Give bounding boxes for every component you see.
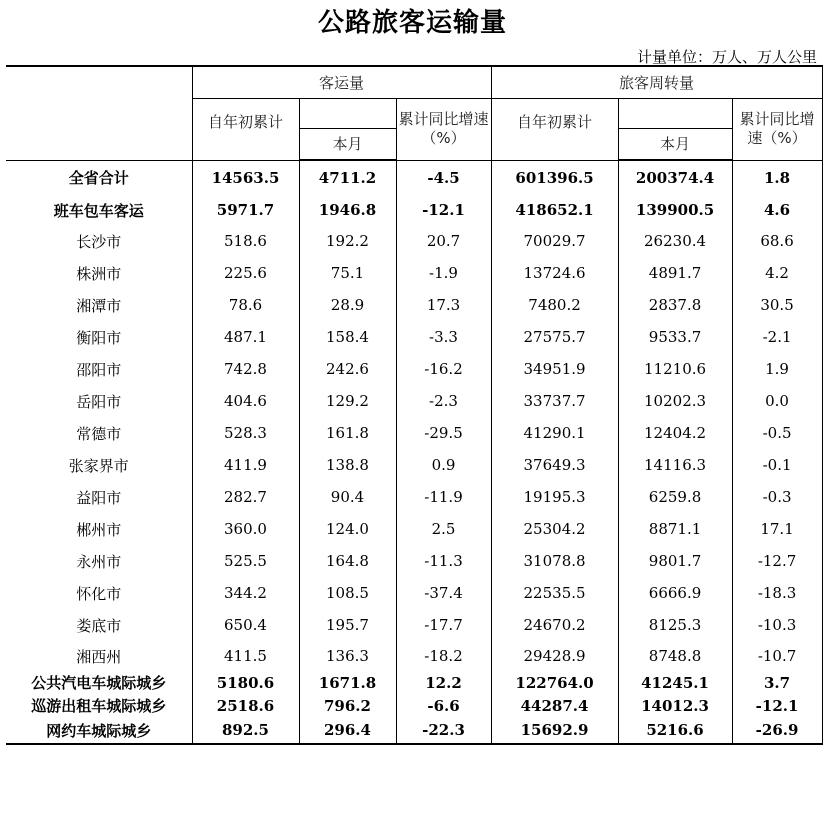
cell-volume-ytd: 525.5	[192, 545, 299, 577]
cell-turnover-ytd: 418652.1	[491, 195, 618, 225]
cell-turnover-ytd: 22535.5	[491, 577, 618, 609]
cell-volume-month: 192.2	[299, 225, 396, 257]
cell-volume-ytd: 404.6	[192, 385, 299, 417]
cell-turnover-ytd: 70029.7	[491, 225, 618, 257]
cell-volume-growth: -1.9	[396, 257, 491, 289]
cell-turnover-ytd: 31078.8	[491, 545, 618, 577]
cell-turnover-month: 5216.6	[618, 717, 732, 744]
table-row	[6, 481, 822, 513]
cell-volume-ytd: 528.3	[192, 417, 299, 449]
cell-volume-ytd: 411.5	[192, 641, 299, 671]
row-label: 全省合计	[6, 160, 192, 195]
header-month-volume: 本月	[299, 128, 396, 160]
table-row	[6, 641, 822, 671]
cell-volume-ytd: 5180.6	[192, 671, 299, 694]
table-row	[6, 225, 822, 257]
cell-volume-growth: -11.9	[396, 481, 491, 513]
cell-volume-growth: 17.3	[396, 289, 491, 321]
cell-volume-ytd: 344.2	[192, 577, 299, 609]
cell-volume-growth: -17.7	[396, 609, 491, 641]
table-row	[6, 545, 822, 577]
cell-volume-growth: -11.3	[396, 545, 491, 577]
cell-volume-month: 90.4	[299, 481, 396, 513]
row-label: 湘潭市	[6, 289, 192, 321]
table-row	[6, 694, 822, 717]
cell-turnover-month: 12404.2	[618, 417, 732, 449]
cell-turnover-ytd: 34951.9	[491, 353, 618, 385]
cell-turnover-month: 6259.8	[618, 481, 732, 513]
table-row	[6, 195, 822, 225]
cell-volume-ytd: 2518.6	[192, 694, 299, 717]
row-label: 怀化市	[6, 577, 192, 609]
cell-turnover-month: 4891.7	[618, 257, 732, 289]
cell-volume-month: 108.5	[299, 577, 396, 609]
table-row	[6, 385, 822, 417]
cell-volume-month: 75.1	[299, 257, 396, 289]
cell-volume-ytd: 892.5	[192, 717, 299, 744]
cell-volume-month: 136.3	[299, 641, 396, 671]
cell-volume-growth: 20.7	[396, 225, 491, 257]
table-row	[6, 353, 822, 385]
cell-volume-growth: 0.9	[396, 449, 491, 481]
cell-turnover-growth: -0.5	[732, 417, 822, 449]
cell-volume-growth: 12.2	[396, 671, 491, 694]
cell-turnover-month: 8748.8	[618, 641, 732, 671]
cell-turnover-ytd: 601396.5	[491, 160, 618, 195]
table-row	[6, 671, 822, 694]
cell-volume-ytd: 282.7	[192, 481, 299, 513]
cell-volume-growth: -4.5	[396, 160, 491, 195]
cell-volume-month: 124.0	[299, 513, 396, 545]
row-label: 长沙市	[6, 225, 192, 257]
cell-volume-ytd: 78.6	[192, 289, 299, 321]
table-row	[6, 449, 822, 481]
cell-volume-month: 1671.8	[299, 671, 396, 694]
header-ytd-turnover: 自年初累计	[491, 98, 618, 160]
cell-volume-growth: -2.3	[396, 385, 491, 417]
row-label: 网约车城际城乡	[6, 717, 192, 744]
row-label: 娄底市	[6, 609, 192, 641]
cell-turnover-growth: -10.3	[732, 609, 822, 641]
cell-turnover-growth: 1.9	[732, 353, 822, 385]
cell-turnover-growth: -0.3	[732, 481, 822, 513]
cell-volume-growth: -3.3	[396, 321, 491, 353]
cell-turnover-month: 10202.3	[618, 385, 732, 417]
cell-turnover-month: 14116.3	[618, 449, 732, 481]
row-label: 衡阳市	[6, 321, 192, 353]
header-corner	[6, 66, 192, 160]
cell-turnover-growth: 3.7	[732, 671, 822, 694]
cell-volume-growth: 2.5	[396, 513, 491, 545]
cell-turnover-growth: -12.1	[732, 694, 822, 717]
cell-turnover-month: 9533.7	[618, 321, 732, 353]
cell-turnover-growth: 4.6	[732, 195, 822, 225]
page-title: 公路旅客运输量	[317, 8, 507, 38]
row-label: 巡游出租车城际城乡	[6, 694, 192, 717]
cell-volume-ytd: 360.0	[192, 513, 299, 545]
cell-turnover-ytd: 37649.3	[491, 449, 618, 481]
cell-turnover-month: 6666.9	[618, 577, 732, 609]
table-row	[6, 417, 822, 449]
cell-turnover-growth: -26.9	[732, 717, 822, 744]
cell-volume-ytd: 650.4	[192, 609, 299, 641]
table-row	[6, 577, 822, 609]
cell-volume-growth: -37.4	[396, 577, 491, 609]
cell-turnover-growth: -0.1	[732, 449, 822, 481]
row-label: 邵阳市	[6, 353, 192, 385]
cell-volume-growth: -18.2	[396, 641, 491, 671]
table-row	[6, 717, 822, 744]
header-ytd-volume: 自年初累计	[192, 98, 299, 160]
table-row	[6, 321, 822, 353]
table-row	[6, 289, 822, 321]
cell-turnover-growth: 68.6	[732, 225, 822, 257]
row-label: 株洲市	[6, 257, 192, 289]
cell-turnover-growth: 30.5	[732, 289, 822, 321]
header-blank-volume	[299, 98, 396, 128]
cell-volume-ytd: 742.8	[192, 353, 299, 385]
cell-turnover-ytd: 7480.2	[491, 289, 618, 321]
table-row	[6, 609, 822, 641]
cell-volume-month: 129.2	[299, 385, 396, 417]
cell-turnover-ytd: 25304.2	[491, 513, 618, 545]
row-label: 永州市	[6, 545, 192, 577]
cell-turnover-growth: 1.8	[732, 160, 822, 195]
cell-turnover-growth: -10.7	[732, 641, 822, 671]
cell-volume-ytd: 411.9	[192, 449, 299, 481]
cell-volume-growth: -29.5	[396, 417, 491, 449]
header-passenger-volume: 客运量	[192, 66, 491, 98]
row-label: 益阳市	[6, 481, 192, 513]
header-month-turnover: 本月	[618, 128, 732, 160]
cell-turnover-ytd: 15692.9	[491, 717, 618, 744]
cell-volume-growth: -22.3	[396, 717, 491, 744]
header-passenger-turnover: 旅客周转量	[491, 66, 822, 98]
cell-volume-month: 242.6	[299, 353, 396, 385]
cell-turnover-ytd: 122764.0	[491, 671, 618, 694]
cell-volume-ytd: 487.1	[192, 321, 299, 353]
cell-volume-growth: -16.2	[396, 353, 491, 385]
header-growth-turnover: 累计同比增速（%）	[732, 98, 822, 160]
table-row	[6, 257, 822, 289]
cell-turnover-growth: -18.3	[732, 577, 822, 609]
cell-volume-month: 28.9	[299, 289, 396, 321]
cell-turnover-growth: 17.1	[732, 513, 822, 545]
cell-volume-month: 158.4	[299, 321, 396, 353]
cell-volume-month: 1946.8	[299, 195, 396, 225]
cell-turnover-month: 8871.1	[618, 513, 732, 545]
header-blank-turnover	[618, 98, 732, 128]
header-growth-volume: 累计同比增速（%）	[396, 98, 491, 160]
unit-note: 计量单位：万人、万人公里	[636, 48, 817, 66]
cell-volume-ytd: 14563.5	[192, 160, 299, 195]
cell-turnover-ytd: 27575.7	[491, 321, 618, 353]
row-label: 张家界市	[6, 449, 192, 481]
row-label: 湘西州	[6, 641, 192, 671]
cell-volume-month: 195.7	[299, 609, 396, 641]
statistics-table	[6, 65, 823, 745]
cell-turnover-month: 14012.3	[618, 694, 732, 717]
cell-turnover-month: 8125.3	[618, 609, 732, 641]
cell-turnover-month: 9801.7	[618, 545, 732, 577]
cell-turnover-growth: -2.1	[732, 321, 822, 353]
cell-volume-ytd: 518.6	[192, 225, 299, 257]
cell-turnover-ytd: 33737.7	[491, 385, 618, 417]
cell-turnover-ytd: 29428.9	[491, 641, 618, 671]
row-label: 公共汽电车城际城乡	[6, 671, 192, 694]
row-label: 常德市	[6, 417, 192, 449]
table-row	[6, 160, 822, 195]
cell-volume-month: 796.2	[299, 694, 396, 717]
cell-turnover-month: 139900.5	[618, 195, 732, 225]
cell-volume-ytd: 225.6	[192, 257, 299, 289]
cell-turnover-growth: -12.7	[732, 545, 822, 577]
cell-volume-month: 296.4	[299, 717, 396, 744]
cell-volume-growth: -6.6	[396, 694, 491, 717]
row-label: 郴州市	[6, 513, 192, 545]
cell-volume-ytd: 5971.7	[192, 195, 299, 225]
table-row	[6, 513, 822, 545]
cell-turnover-ytd: 24670.2	[491, 609, 618, 641]
cell-turnover-ytd: 41290.1	[491, 417, 618, 449]
cell-turnover-month: 26230.4	[618, 225, 732, 257]
cell-turnover-month: 200374.4	[618, 160, 732, 195]
row-label: 班车包车客运	[6, 195, 192, 225]
cell-volume-month: 4711.2	[299, 160, 396, 195]
cell-turnover-month: 11210.6	[618, 353, 732, 385]
cell-turnover-month: 2837.8	[618, 289, 732, 321]
cell-volume-growth: -12.1	[396, 195, 491, 225]
cell-turnover-ytd: 44287.4	[491, 694, 618, 717]
cell-turnover-ytd: 13724.6	[491, 257, 618, 289]
cell-turnover-month: 41245.1	[618, 671, 732, 694]
row-label: 岳阳市	[6, 385, 192, 417]
cell-volume-month: 161.8	[299, 417, 396, 449]
cell-volume-month: 164.8	[299, 545, 396, 577]
cell-turnover-ytd: 19195.3	[491, 481, 618, 513]
cell-turnover-growth: 0.0	[732, 385, 822, 417]
cell-volume-month: 138.8	[299, 449, 396, 481]
cell-turnover-growth: 4.2	[732, 257, 822, 289]
